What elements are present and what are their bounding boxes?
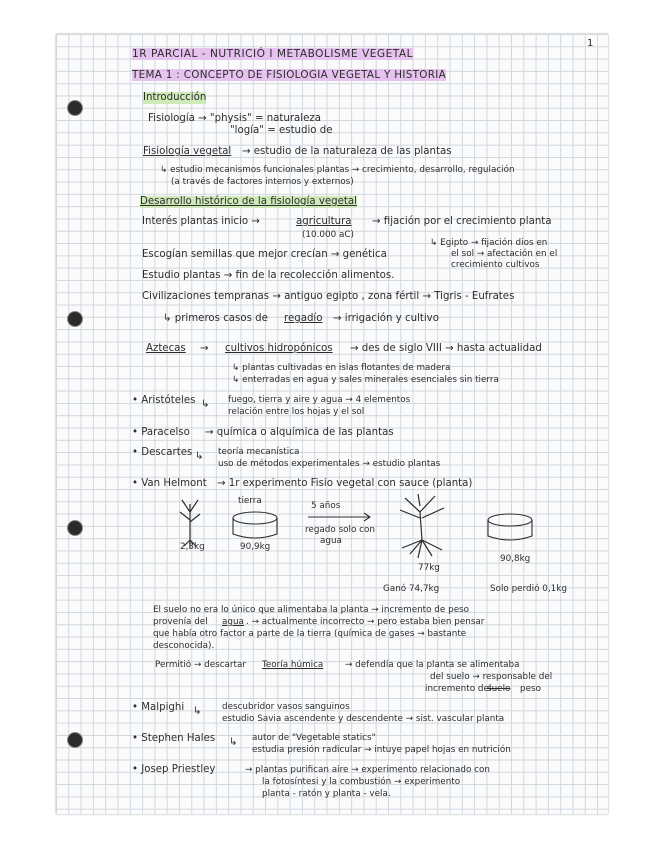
text-line: ↳ estudio mecanismos funcionales plantas → crecimiento, desarrollo, regulación: [160, 165, 515, 175]
page-title: 1R PARCIAL - NUTRICIÓ I METABOLISME VEGETAL: [132, 48, 414, 60]
text-line: ↳ plantas cultivadas en islas flotantes de madera: [232, 363, 451, 373]
text-line: del suelo → responsable del: [430, 672, 553, 682]
history-heading: Desarrollo histórico de la fisiología vegetal: [140, 196, 357, 207]
bullet-name: • Aristóteles: [132, 395, 196, 406]
sketch-label: agua: [320, 536, 342, 546]
text-line: (a través de factores internos y externos): [171, 177, 354, 187]
text-line: → fijación por el crecimiento planta: [372, 216, 552, 227]
arrow: ↳: [201, 399, 210, 410]
text-line: El suelo no era lo único que alimentaba la planta → incremento de peso: [153, 605, 470, 615]
text-line: uso de métodos experimentales → estudio plantas: [218, 459, 441, 469]
text-line: Fisiología → "physis" = naturaleza: [148, 113, 321, 124]
text-line: (10.000 aC): [302, 230, 354, 240]
term: Aztecas: [146, 343, 186, 354]
text-line: el sol → afectación en el: [451, 249, 558, 259]
arrow: ↳: [229, 737, 238, 748]
bullet-name: • Descartes: [132, 447, 193, 458]
sketch-label: regado solo con: [305, 525, 375, 535]
binder-hole: [67, 311, 83, 327]
weight-label: 90,8kg: [500, 554, 531, 564]
intro-heading: Introducción: [143, 92, 207, 103]
text-line: ↳ Egipto → fijación dios en: [430, 238, 548, 248]
text-line: autor de "Vegetable statics": [252, 733, 376, 743]
text-line: → irrigación y cultivo: [333, 313, 439, 324]
text-line: desconocida).: [153, 641, 215, 651]
text-line: → estudio de la naturaleza de las plantas: [242, 146, 452, 157]
arrow: ↳: [193, 706, 202, 717]
sketch-label: 5 años: [311, 501, 341, 511]
text-line: ↳ primeros casos de: [163, 313, 268, 324]
term: agricultura: [296, 216, 352, 227]
text-line: Interés plantas inicio →: [142, 216, 260, 227]
soil-pot-icon: [233, 512, 277, 538]
arrow: ↳: [195, 451, 204, 462]
term: Fisiología vegetal: [143, 146, 232, 157]
text-line: "logía" = estudio de: [230, 125, 333, 136]
text-line: planta - ratón y planta - vela.: [262, 789, 391, 799]
text-line: → plantas purifican aire → experimento relacionado con: [245, 765, 490, 775]
bullet-name: • Van Helmont: [132, 478, 207, 489]
sketch-label: tierra: [238, 496, 262, 506]
willow-tree-icon: [400, 494, 444, 558]
crossed-word: suelo: [487, 684, 511, 694]
term: Teoría húmica: [262, 660, 324, 670]
text-line: → 1r experimento Fisio vegetal con sauce (planta): [217, 478, 473, 489]
bullet-name: • Stephen Hales: [132, 733, 216, 744]
binder-hole: [67, 520, 83, 536]
text-line: → des de siglo VIII → hasta actualidad: [350, 343, 542, 354]
text-line: incremento del: [425, 684, 492, 694]
soil-pot-icon: [488, 514, 532, 540]
text-line: provenía del: [153, 617, 208, 627]
weight-label: 90,9kg: [240, 542, 271, 552]
term: agua: [222, 617, 244, 627]
text-line: Permitió → descartar: [155, 660, 246, 670]
result-label: Solo perdió 0,1kg: [490, 584, 567, 594]
bullet-name: • Paracelso: [132, 427, 190, 438]
text-line: Estudio plantas → fin de la recolección alimentos.: [142, 270, 395, 281]
weight-label: 2,3kg: [180, 542, 205, 552]
result-label: Ganó 74,7kg: [383, 584, 440, 594]
weight-label: 77kg: [418, 563, 440, 573]
text-line: estudio Savia ascendente y descendente → sist. vascular planta: [222, 714, 505, 724]
text-line: la fotosíntesi y la combustión → experimento: [262, 777, 461, 787]
text-line: → defendía que la planta se alimentaba: [345, 660, 520, 670]
text-line: que había otro factor a parte de la tierra (química de gases → bastante: [153, 629, 467, 639]
text-line: Escogían semillas que mejor crecían → genética: [142, 249, 387, 260]
text-line: descubridor vasos sanguinos: [222, 702, 350, 712]
binder-hole: [67, 732, 83, 748]
text-line: → química o alquímica de las plantas: [205, 427, 394, 438]
term: cultivos hidropónicos: [225, 343, 333, 354]
topic-title: TEMA 1 : CONCEPTO DE FISIOLOGIA VEGETAL Y HISTORIA: [132, 69, 447, 81]
page-number: 1: [587, 38, 594, 49]
binder-hole: [67, 100, 83, 116]
text-line: peso: [520, 684, 541, 694]
text-line: ↳ enterradas en agua y sales minerales esenciales sin tierra: [232, 375, 499, 385]
text-line: crecimiento cultivos: [451, 260, 540, 270]
bullet-name: • Malpighi: [132, 702, 185, 713]
arrow-right-icon: [308, 513, 370, 521]
text-line: estudia presión radicular → intuye papel hojas en nutrición: [252, 745, 511, 755]
text-line: teoría mecanística: [218, 447, 300, 457]
arrow: →: [200, 343, 209, 354]
term: regadío: [284, 313, 323, 324]
bullet-name: • Josep Priestley: [132, 764, 216, 775]
text-line: relación entre los hojas y el sol: [228, 407, 365, 417]
text-line: fuego, tierra y aire y agua → 4 elementos: [228, 395, 411, 405]
text-line: Civilizaciones tempranas → antiguo egipto , zona fértil → Tigris - Eufrates: [142, 291, 515, 302]
text-line: . → actualmente incorrecto → pero estaba bien pensar: [246, 617, 485, 627]
